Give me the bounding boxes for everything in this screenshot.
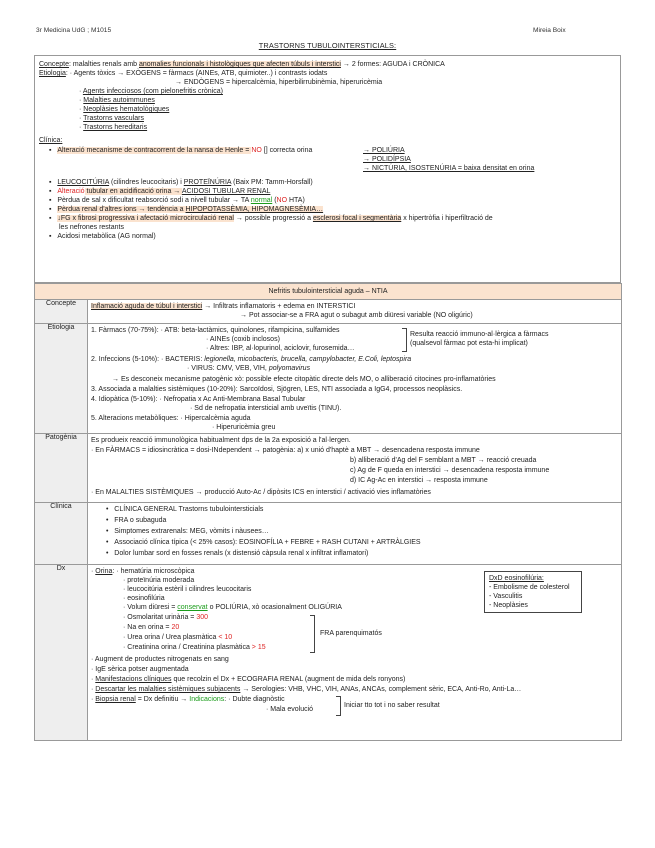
intro-box [34,55,621,283]
clinica-item: ▪ Pèrdua de sal x dificultat reabsorció sodi a nivell tubular → TA normal (NO HTA) [49,197,305,204]
etiologia-cell: 1. Fàrmacs (70-75%): · ATB: beta-lactàmics, quinolones, rifampicina, sulfamides · AINEs (coxib inclosos) · Altres: IBP, al·lopurinol, aciclovir, furosemida… Resulta reacció immuno-al·lèrgica a fàrmacs (qualsevol fàrmac pot esta-hi implicat) 2. Infeccions (5-10%): · BACTERIS: legionella, micobacteris, brucella, campylobacter, E.Coli, leptospira · VIRUS: CMV, VEB, VIH, polyomavirus → Es desconeix mecanisme patogènic xò: possible efecte citopàtic directe dels MO, o alliberació citocines pro-inflamatòries 3. Associada a malalties sistèmiques (10-20%): Sarcoïdosi, Sjögren, LES, NTI associada a IgG4, processos neoplàsics. 4. Idiopàtica (5-10%): · Nefropatia x Ac Anti-Membrana Basal Tubular · Sd de nefropatia intersticial amb uveïtis (TINU). 5. Alteracions metabòliques: · Hipercalcèmia aguda · Hiperuricèmia greu [88,324,622,434]
clinica-item: ▪ Alteració tubular en acidificació orina → ACIDOSI TUBULAR RENAL [49,188,271,195]
etiologia-item: · Trastorns vasculars [79,115,144,122]
concepte-def: Inflamació aguda de túbul i interstici [91,303,203,310]
header-right: Mireia Boix [533,27,566,34]
clinica-item: ▪ Pèrdua renal d'altres ions → tendència a HIPOPOTASSÈMIA, HIPOMAGNESÈMIA… [49,206,324,213]
clinica-item-cont: les nefrones restants [59,224,124,231]
clinica-outcome: → POLIÚRIA [363,147,405,154]
etiologia-endogens: → ENDÒGENS = hipercalcèmia, hiperbilirrubinèmia, hiperuricèmia [175,79,383,86]
clinica-outcome: → POLIDÍPSIA [363,156,411,163]
bracket [336,696,341,716]
concepte-label: Concepte [39,61,69,68]
clinica-item: ▪ LEUCOCITÚRIA (cilindres leucocitaris) i PROTEÏNÚRIA (Baix PM: Tamm-Horsfall) [49,179,313,186]
concepte-line: Concepte: malalties renals amb anomalies funcionals i histològiques que afecten túbuls i interstici → 2 formes: AGUDA i CRÒNICA [39,61,445,68]
ntia-title: Nefritis tubulointersticial aguda – NTIA [35,284,622,300]
patogenia-cell: Es produeix reacció immunològica habitualment dps de la 2a exposició a l'al·lergen. · En FÀRMACS = idiosincràtica = dosi-INdependent → patogènia: a) x unió d'haptè a MBT → desencadena resposta immune b) alliberació d'Ag del F semblant a MBT → reacció creuada c) Ag de F queda en interstici → desencadena resposta immune d) IC Ag-Ac en interstici → resposta immune · En MALALTIES SISTÈMIQUES → producció Auto-Ac / dipòsits ICS en interstici / activació vies inflamatòries [88,434,622,503]
clinica-item: ▪ Acidosi metabòlica (AG normal) [49,233,156,240]
clinica-item: ▪ Alteració mecanisme de contracorrent de la nansa de Henle = NO [] correcta orina [49,147,313,154]
etiologia-line: Etiologia: · Agents tòxics → EXÒGENS = fàrmacs (AINEs, ATB, quimioter..) i contrasts iodats [39,70,328,77]
biopsy-note: Iniciar tto tot i no saber resultat [344,702,440,709]
etiologia-label: Etiologia [39,70,66,77]
page-title: TRASTORNS TUBULOINTERSTICIALS: [258,41,397,50]
etiologia-item: · Malalties autoimmunes [79,97,155,104]
row-label-patogenia: Patogènia [35,434,88,503]
row-label-dx: Dx [35,565,88,741]
row-label-clinica: Clínica [35,503,88,565]
ntia-clinica-cell: • CLÍNICA GENERAL Trastorns tubulointersticials • FRA o subaguda • Simptomes extrarenals: MEG, vòmits i nàusees… • Associació clínica típica (< 25% casos): EOSINOFÍLIA + FEBRE + RASH CUTANI + ARTRÀLGIES • Dolor lumbar sord en fosses renals (x distensió càpsula renal x infiltrat inflamatori) [88,503,622,565]
dxd-eosinofiluria-box: DxD eosinofilúria: - Embolisme de colesterol - Vasculitis - Neoplàsies [484,571,582,613]
ntia-table [34,283,622,741]
bracket [402,328,407,352]
concepte-cell: Inflamació aguda de túbul i interstici → Infiltrats inflamatoris + edema en INTERSTICI → Pot associar-se a FRA agut o subagut amb diüresi variable (NO oligúric) [88,300,622,324]
etiologia-item: · Trastorns hereditaris [79,124,148,131]
clinica-outcome: → NICTÚRIA, ISOSTENÚRIA = baixa densitat en orina [363,165,535,172]
row-label-concepte: Concepte [35,300,88,324]
concepte-highlight: anomalies funcionals i histològiques que afecten túbuls i interstici [139,61,341,68]
bracket [310,615,315,653]
etiologia-item: · Agents infecciosos (com pielonefritis crònica) [79,88,223,95]
row-label-etiologia: Etiologia [35,324,88,434]
dx-cell: · Orina: · hematúria microscòpica · proteïnúria moderada · leucocitúria estèril i cilindres leucocitaris · eosinofilúria · Volum diüresi = conservat o POLIÚRIA, xò ocasionalment OLIGÚRIA · Osmolaritat urinària = 300 · Na en orina = 20 · Urea orina / Urea plasmàtica < 10 · Creatinina orina / Creatinina plasmàtica > 15 FRA parenquimatós DxD eosinofilúria: - Embolisme de colesterol - Vasculitis - Neoplàsies · Augment de productes nitrogenats en sang · IgE sèrica potser augmentada · Manifestacions clíniques que recolzin el Dx + ECOGRAFIA RENAL (augment de mida dels ronyons) · Descartar les malalties sistèmiques subjacents → Serologies: VHB, VHC, VIH, ANAs, ANCAs, complement sèric, ECA, Anti-Ro, Anti-La… · Biopsia renal = Dx definitiu → Indicacions: · Dubte diagnòstic · Mala evolució Iniciar tto tot i no saber resultat [88,565,622,741]
etiologia-item: · Neoplàsies hematològiques [79,106,170,113]
fra-note: FRA parenquimatós [320,630,382,637]
clinica-label: Clínica: [39,137,63,144]
clinica-item: ▪ ↓FG x fibrosi progressiva i afectació microcirculació renal → possible progressió a esclerosi focal i segmentària x hipertròfia i hiperfiltració de [49,215,493,222]
header-left: 3r Medicina UdG ; M1015 [36,27,112,34]
concepte-fra: → Pot associar-se a FRA agut o subagut amb diüresi variable (NO oligúric) [240,312,473,319]
